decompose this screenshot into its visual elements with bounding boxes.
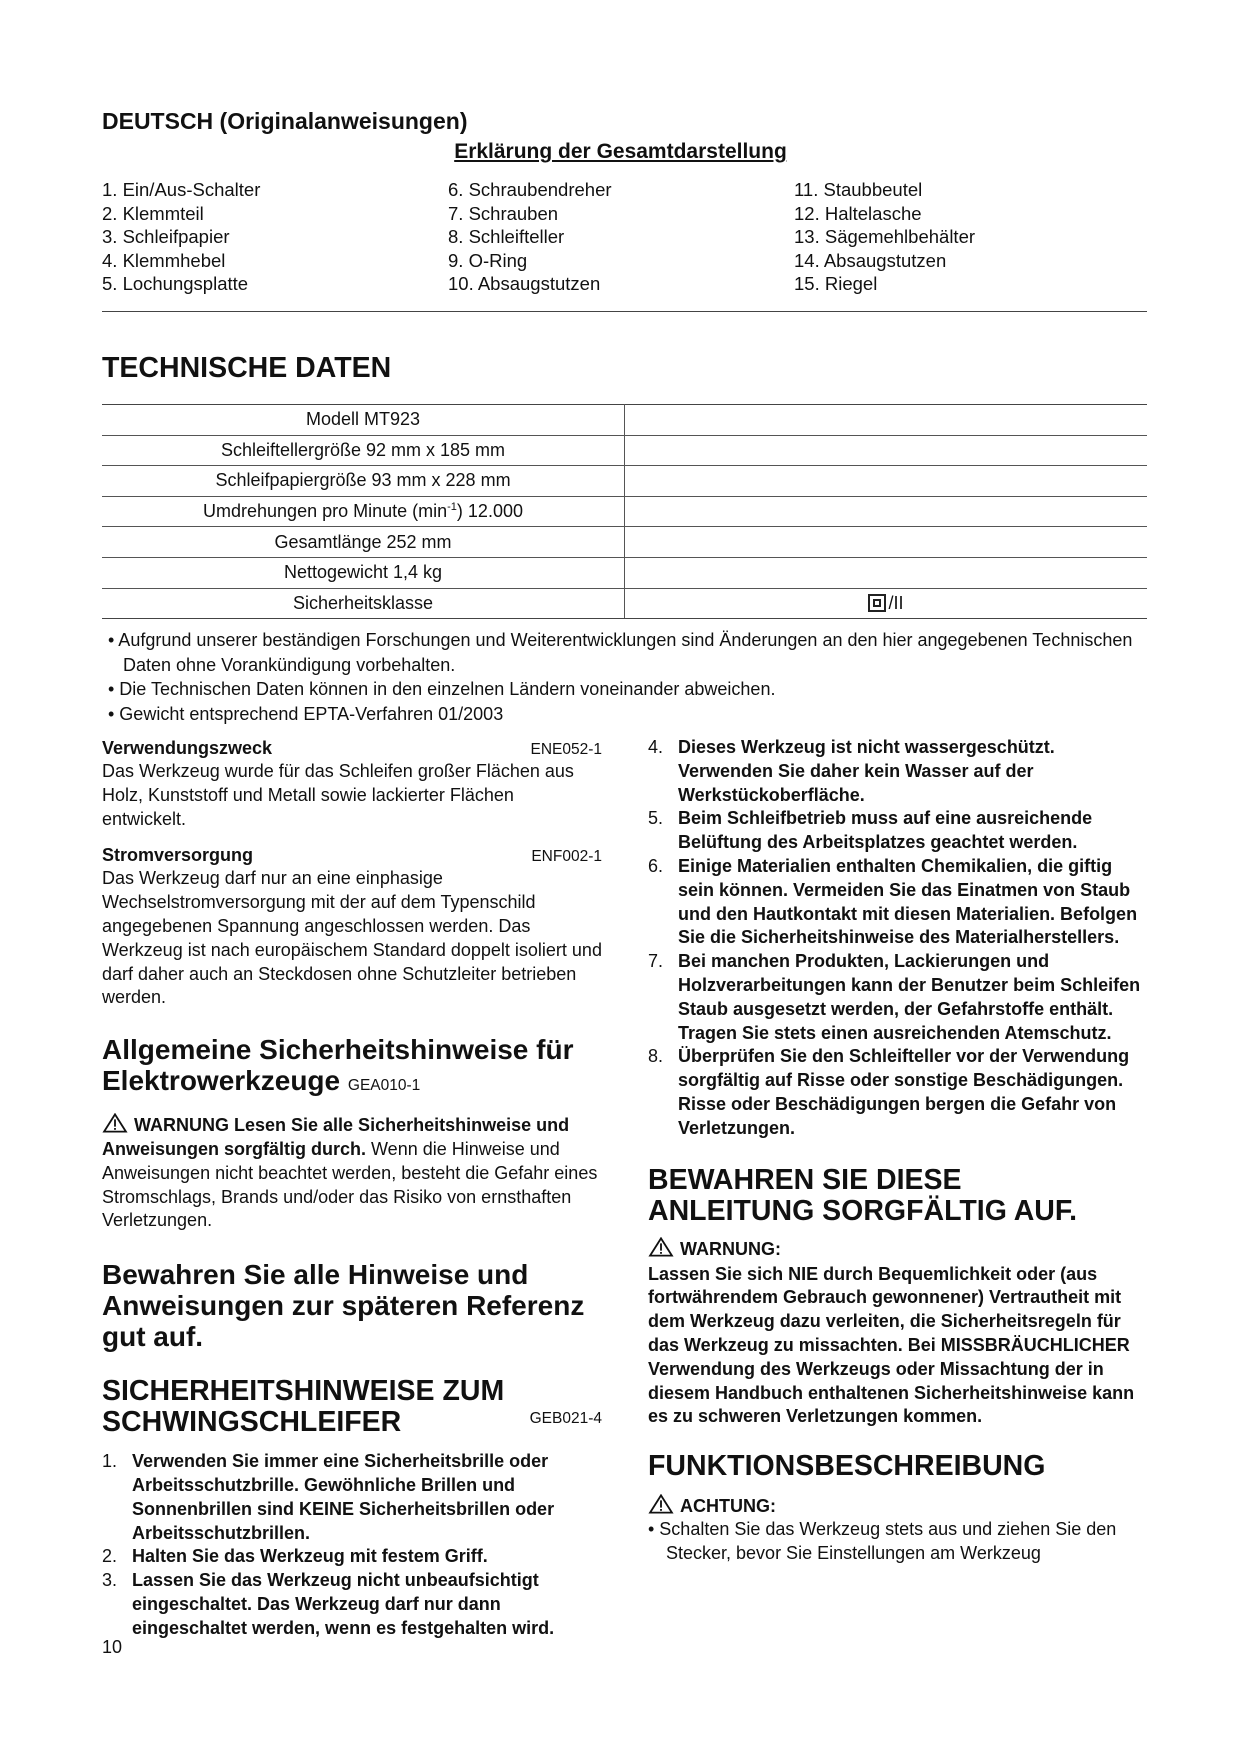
legend-item: 4. Klemmhebel [102, 249, 226, 271]
spec-key: Schleifpapiergröße 93 mm x 228 mm [102, 466, 625, 497]
list-text: Dieses Werkzeug ist nicht wassergeschützt. Verwenden Sie daher kein Wasser auf der Werkstückoberfläche. [678, 737, 1055, 805]
sander-safety-code: GEB021-4 [529, 1410, 602, 1428]
sander-safety-title-line1: SICHERHEITSHINWEISE ZUM [102, 1375, 505, 1408]
spec-value [625, 496, 1148, 527]
list-item [648, 1045, 1148, 1140]
list-item [102, 1545, 602, 1569]
warning-label-row [648, 1237, 1148, 1261]
left-column [102, 736, 602, 1641]
list-text: Verwenden Sie immer eine Sicherheitsbrille oder Arbeitsschutzbrille. Gewöhnliche Brillen und Sonnenbrillen sind KEINE Sicherheitsbrillen oder Arbeitsschutzbrillen. [132, 1451, 555, 1543]
warning-triangle-icon [648, 1237, 674, 1257]
table-row [102, 557, 1147, 588]
power-heading-label: Stromversorgung [102, 845, 254, 866]
warning-body: Lassen Sie sich NIE durch Bequemlichkeit oder (aus fortwährendem Gebrauch gewonnener) Vertrautheit mit dem Werkzeug dazu verleiten, die Sicherheitsregeln für das Werkzeug zu missachten. Bei MISSBRÄUCHLICHER Verwendung des Werkzeugs oder Missachtung der in diesem Handbuch enthaltenen Sicherheitshinweise kann es zu schweren Verletzungen kommen. [648, 1263, 1135, 1427]
spec-key: Modell MT923 [102, 405, 625, 436]
table-row [102, 435, 1147, 466]
right-column [648, 736, 1148, 1566]
note-item: • Die Technischen Daten können in den einzelnen Ländern voneinander abweichen. [108, 679, 776, 699]
safety-list-right [648, 736, 1148, 1141]
note-item: • Gewicht entsprechend EPTA-Verfahren 01/2003 [108, 703, 504, 724]
warning-triangle-icon [648, 1494, 674, 1514]
legend-item: 13. Sägemehlbehälter [794, 226, 976, 247]
list-item [648, 950, 1148, 1045]
legend-item: 2. Klemmteil [102, 202, 204, 224]
sander-safety-title-line2: SCHWINGSCHLEIFER [102, 1406, 402, 1439]
legend-column [794, 178, 1124, 296]
table-row [102, 527, 1147, 558]
warning-paragraph [102, 1113, 602, 1233]
warning-label: WARNUNG: [680, 1238, 781, 1259]
list-number: 6. [648, 855, 664, 876]
general-safety-title: Allgemeine Sicherheitshinweise für Elektrowerkzeuge [102, 1034, 574, 1097]
legend-item: 5. Lochungsplatte [102, 273, 249, 294]
power-text: Das Werkzeug darf nur an eine einphasige Wechselstromversorgung mit der auf dem Typenschild angegebenen Spannung angeschlossen werden. Das Werkzeug ist nach europäischem Standard doppelt isoliert und darf daher auch an Steckdosen ohne Schutzleiter betrieben werden. [102, 868, 602, 1008]
legend-item: 8. Schleifteller [448, 226, 565, 247]
caution-label: ACHTUNG: [680, 1496, 776, 1517]
language-title: DEUTSCH (Originalanweisungen) [102, 108, 468, 134]
caution-label-row [648, 1494, 1148, 1518]
power-code: ENF002-1 [531, 848, 602, 866]
list-text: Überprüfen Sie den Schleifteller vor der Verwendung sorgfältig auf Risse oder sonstige Beschädigungen. Risse oder Beschädigungen bergen die Gefahr von Verletzungen. [678, 1046, 1130, 1138]
spec-key: Schleiftellergröße 92 mm x 185 mm [102, 435, 625, 466]
general-safety-heading [102, 1034, 602, 1101]
safety-class-value: /II [888, 592, 904, 613]
double-insulation-icon [868, 594, 886, 612]
list-item [102, 1450, 602, 1545]
legend-title: Erklärung der Gesamtdarstellung [454, 140, 787, 163]
list-number: 4. [648, 737, 664, 757]
spec-value [625, 527, 1148, 558]
keep-instructions-heading: Bewahren Sie alle Hinweise und Anweisungen zur späteren Referenz gut auf. [102, 1259, 585, 1353]
list-text: Beim Schleifbetrieb muss auf eine ausreichende Belüftung des Arbeitsplatzes geachtet werden. [678, 808, 1093, 853]
table-row [102, 405, 1147, 436]
note-item: • Aufgrund unserer beständigen Forschungen und Weiterentwicklungen sind Änderungen an den hier angegebenen Technischen Daten ohne Vorankündigung vorbehalten. [108, 630, 1133, 675]
spec-key: Sicherheitsklasse [102, 588, 625, 619]
list-item [648, 807, 1148, 855]
list-item [648, 855, 1148, 950]
warning-text: Wenn die Hinweise und Anweisungen nicht beachtet werden, besteht die Gefahr eines Stromschlags, Brands und/oder das Risiko von ernsthaften Verletzungen. [102, 1138, 598, 1231]
legend-item: 1. Ein/Aus-Schalter [102, 179, 261, 200]
spec-value [625, 405, 1148, 436]
spec-value [625, 588, 1148, 619]
spec-key: Gesamtlänge 252 mm [102, 527, 625, 558]
spec-value [625, 557, 1148, 588]
legend-column [448, 178, 778, 296]
list-number: 1. [102, 1451, 118, 1472]
parts-legend [102, 178, 1102, 296]
safety-list-left [102, 1450, 602, 1640]
list-item [648, 736, 1148, 807]
spec-value [625, 466, 1148, 497]
legend-column [102, 178, 432, 296]
page-number: 10 [102, 1637, 123, 1657]
list-number: 2. [102, 1546, 118, 1567]
list-number: 5. [648, 808, 664, 829]
use-heading [102, 736, 602, 760]
tech-data-title: TECHNISCHE DATEN [102, 352, 392, 384]
spec-value [625, 435, 1148, 466]
power-heading [102, 843, 602, 867]
table-row [102, 496, 1147, 527]
spec-key-superscript: -1 [447, 501, 457, 514]
function-heading: FUNKTIONSBESCHREIBUNG [648, 1450, 1046, 1483]
legend-item: 3. Schleifpapier [102, 226, 230, 247]
list-text: Lassen Sie das Werkzeug nicht unbeaufsichtigt eingeschaltet. Das Werkzeug darf nur dann eingeschaltet werden, wenn es festgehalten wird. [132, 1570, 555, 1638]
spec-key: Nettogewicht 1,4 kg [102, 557, 625, 588]
list-number: 3. [102, 1570, 118, 1591]
legend-item: 12. Haltelasche [794, 202, 922, 224]
use-heading-label: Verwendungszweck [102, 738, 273, 758]
legend-item: 11. Staubbeutel [794, 179, 923, 200]
spec-key-part: ) 12.000 [456, 501, 523, 522]
list-number: 7. [648, 951, 664, 972]
save-instructions-line2: ANLEITUNG SORGFÄLTIG AUF. [648, 1194, 1078, 1227]
legend-item: 9. O-Ring [448, 249, 528, 271]
spec-key-part: Umdrehungen pro Minute (min [203, 501, 448, 522]
sander-safety-heading [102, 1376, 602, 1438]
legend-item: 15. Riegel [794, 273, 878, 294]
general-safety-code: GEA010-1 [347, 1077, 421, 1095]
tech-notes [108, 628, 1148, 726]
use-text: Das Werkzeug wurde für das Schleifen großer Flächen aus Holz, Kunststoff und Metall sowie lackierter Flächen entwickelt. [102, 761, 574, 829]
section-divider [102, 311, 1147, 312]
legend-item: 10. Absaugstutzen [448, 273, 601, 294]
list-item [102, 1569, 602, 1640]
table-row [102, 466, 1147, 497]
use-code: ENE052-1 [530, 741, 602, 758]
caution-text: • Schalten Sie das Werkzeug stets aus und ziehen Sie den Stecker, bevor Sie Einstellungen am Werkzeug [648, 1519, 1117, 1563]
list-text: Halten Sie das Werkzeug mit festem Griff. [132, 1546, 488, 1567]
spec-key [102, 496, 625, 527]
list-text: Einige Materialien enthalten Chemikalien, die giftig sein können. Vermeiden Sie das Einatmen von Staub und den Hautkontakt mit diesen Materialien. Befolgen Sie die Sicherheitshinweise des Materialherstellers. [678, 855, 1138, 948]
legend-item: 7. Schrauben [448, 202, 559, 224]
list-number: 8. [648, 1046, 664, 1067]
warning-bold-text: WARNUNG Lesen Sie alle Sicherheitshinweise und Anweisungen sorgfältig durch. [102, 1115, 570, 1159]
save-instructions-line1: BEWAHREN SIE DIESE [648, 1163, 962, 1196]
table-row [102, 588, 1147, 619]
legend-item: 6. Schraubendreher [448, 179, 612, 200]
warning-triangle-icon [102, 1113, 128, 1133]
legend-item: 14. Absaugstutzen [794, 249, 947, 271]
list-text: Bei manchen Produkten, Lackierungen und Holzverarbeitungen kann der Benutzer beim Schleifen Staub ausgesetzt werden, der Gefahrstoffe enthält. Tragen Sie stets einen ausreichenden Atemschutz. [678, 951, 1141, 1043]
spec-table [102, 404, 1147, 619]
save-instructions-heading [648, 1165, 1148, 1227]
